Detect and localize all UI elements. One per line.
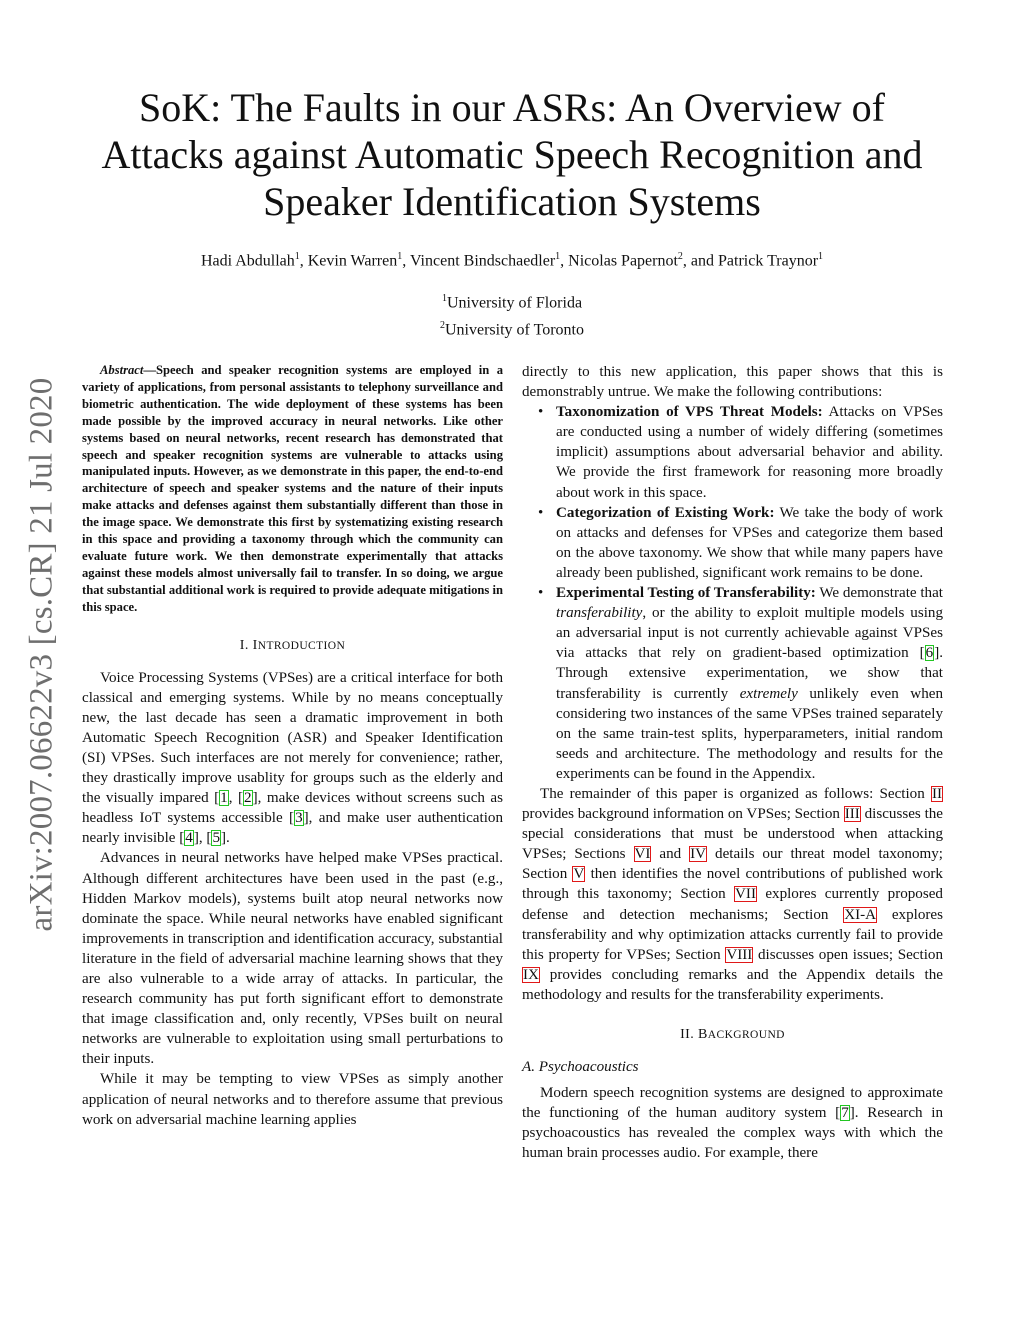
arxiv-id: arXiv:2007.06622v3 [cs.CR] 21 Jul 2020 — [23, 377, 60, 931]
subsection-heading-psychoacoustics: A. Psychoacoustics — [522, 1059, 639, 1075]
section-link[interactable]: IX — [523, 966, 539, 983]
organization-paragraph: The remainder of this paper is organized as follows: Section II provides background information on VPSes; Section III discusses the special considerations that must be understood when attacking VPSes; Sections VI and IV details our threat model taxonomy; Section V then identifies the novel contributions of published work through this taxonomy; Section VII explores currently proposed defense and detection mechanisms; Section XI-A explores transferability and why optimization attacks currently fail to provide this property for VPSes; Section VIII discusses open issues; Section IX provides concluding remarks and the Appendix details the methodology and results for the transferability experiments. — [522, 785, 944, 1003]
contribution-item: • Experimental Testing of Transferability: We demonstrate that transferability, or the ability to exploit multiple models using an adversarial input is not currently achievable against VPSes via attacks that rely on gradient-based optimization [6]. Through extensive experimentation, we show that transferability is currently extremely unlikely even when considering two instances of the same VPSes trained separately on the same train-test splits, hyperparameters, initial random seeds and architecture. The methodology and results for the experiments can be found in the Appendix. — [538, 585, 943, 782]
citation-link[interactable]: 2 — [244, 790, 252, 807]
bullet-icon: • — [538, 404, 544, 421]
section-link[interactable]: XI-A — [844, 906, 877, 923]
contributions-list — [522, 402, 943, 784]
title-line-2: Attacks against Automatic Speech Recognition and — [101, 132, 923, 177]
affiliation-2: $^2$University of Toronto — [439, 320, 584, 339]
psychoacoustics-paragraph: Modern speech recognition systems are designed to approximate the functioning of the human auditory system [7]. Research in psychoacoustics has revealed the complex ways with which the human brain processes audio. For example, there — [522, 1085, 943, 1162]
intro-paragraph-1: Voice Processing Systems (VPSes) are a critical interface for both classical and emerging systems. While by no means conceptually new, the last decade has seen a dramatic improvement in both Automatic Speech Recognition (ASR) and Speaker Identification (SI) VPSes. Such interfaces are not merely for convenience; rather, they drastically improve usablity for groups such as the elderly and the visually impared [1, [2], make devices without screens such as headless IoT systems accessible [3], and make user authentication nearly invisible [4], [5]. — [82, 669, 503, 847]
bullet-icon: • — [538, 585, 544, 602]
citation-link[interactable]: 6 — [925, 645, 934, 662]
section-link[interactable]: VIII — [726, 946, 753, 963]
intro-paragraph-3: While it may be tempting to view VPSes as simply another application of neural networks and to therefore assume that previous work on adversarial machine learning applies — [82, 1071, 503, 1128]
citation-link[interactable]: 3 — [295, 810, 303, 827]
bullet-icon: • — [538, 504, 544, 521]
citation-link[interactable]: 1 — [220, 790, 228, 807]
author-name: Vincent Bindschaedler — [409, 252, 556, 270]
affiliation-mark: 1 — [555, 251, 561, 262]
paper-title — [60, 84, 964, 225]
title-line-1: SoK: The Faults in our ASRs: An Overview of — [139, 85, 885, 130]
citation-link[interactable]: 7 — [841, 1105, 849, 1122]
affiliation-mark: 1 — [397, 251, 403, 262]
citation-link[interactable]: 4 — [185, 830, 193, 847]
contribution-item: • Categorization of Existing Work: We take the body of work on attacks and defenses for VPSes and categorize them based on the above taxonomy. We show that while many papers have already been published, significant work remains to be done. — [538, 504, 943, 581]
section-link[interactable]: III — [844, 806, 860, 823]
author-name: Kevin Warren — [307, 252, 398, 270]
contribution-item: • Taxonomization of VPS Threat Models: Attacks on VPSes are conducted using a number of widely differing (sometimes implicit) assumptions about adversarial behavior and ability. We provide the first framework for reasoning more broadly about work in this space. — [538, 404, 943, 501]
section-heading-background: II. BACKGROUND — [680, 1027, 785, 1042]
affiliation-mark: 1 — [818, 251, 824, 262]
arxiv-stamp — [20, 364, 64, 944]
affiliations — [60, 287, 964, 342]
section-link[interactable]: VI — [634, 846, 651, 863]
affiliation-1: $^1$University of Florida — [441, 293, 583, 312]
affiliation-mark: 2 — [677, 251, 683, 262]
section-link[interactable]: IV — [690, 846, 707, 863]
author-list: Hadi Abdullah$^1$, Kevin Warren$^1$, Vincent Bindschaedler$^1$, Nicolas Papernot$^2$, and Patrick Traynor$^1$ — [200, 251, 824, 270]
author-name: Hadi Abdullah — [200, 252, 295, 270]
intro-continued: directly to this new application, this paper shows that this is demonstrably untrue. We make the following contributions: — [522, 364, 943, 401]
section-heading-introduction: I. INTRODUCTION — [239, 637, 346, 653]
citation-link[interactable]: 5 — [212, 830, 220, 847]
right-column — [522, 362, 943, 1163]
left-column — [82, 362, 503, 1130]
intro-paragraph-2: Advances in neural networks have helped make VPSes practical. Although different architectures have been used in the past (e.g., Hidden Markov models), systems built atop neural networks now dominate the space. While neural networks have enabled significant improvements in transcription and identification accuracy, substantial literature in the field of adversarial machine learning shows that they are also vulnerable to a wide array of attacks. In particular, the research community has put forth significant effort to demonstrate that image classification and, only recently, VPSes built on neural networks are vulnerable to exploitation using small perturbations to their inputs. — [82, 850, 503, 1068]
author-name: Nicolas Papernot — [568, 252, 678, 270]
abstract-text: Speech and speaker recognition systems are employed in a variety of applications, from personal assistants to telephony surveillance and biometric authentication. The wide deployment of these systems has been made possible by the improved accuracy in neural networks. Like other systems based on neural networks, recent research has demonstrated that speech and speaker recognition systems are vulnerable to attacks using manipulated inputs. However, as we demonstrate in this paper, the end-to-end architecture of speech and speaker systems and the nature of their inputs make attacks and defenses against them substantially different than those in the image space. We demonstrate this first by systematizing existing research in this space and providing a taxonomy through which the community can evaluate future work. We then demonstrate experimentally that attacks against these models almost universally fail to transfer. In so doing, we argue that substantial additional work is required to provide adequate mitigations in this space. — [82, 363, 503, 614]
author-name: Patrick Traynor — [718, 252, 819, 270]
abstract: Abstract—Speech and speaker recognition systems are employed in a variety of applications, from personal assistants to telephony surveillance and biometric authentication. The wide deployment of these systems has been made possible by the improved accuracy in neural networks. Like other systems based on neural networks, recent research has demonstrated that speech and speaker recognition systems are vulnerable to attacks using manipulated inputs. However, as we demonstrate in this paper, the end-to-end architecture of speech and speaker systems and the nature of their inputs make attacks and defenses against them substantially different than those in the image space. We demonstrate this first by systematizing existing research in this space and providing a taxonomy through which the community can evaluate future work. We then demonstrate experimentally that attacks against these models almost universally fail to transfer. In so doing, we argue that substantial additional work is required to provide adequate mitigations in this space. — [82, 363, 503, 614]
abstract-label: Abstract — [100, 363, 144, 377]
section-link[interactable]: VII — [735, 886, 756, 903]
affiliation-mark: 1 — [294, 251, 300, 262]
section-link[interactable]: II — [931, 785, 942, 802]
section-link[interactable]: V — [573, 866, 585, 883]
title-line-3: Speaker Identification Systems — [263, 179, 761, 224]
